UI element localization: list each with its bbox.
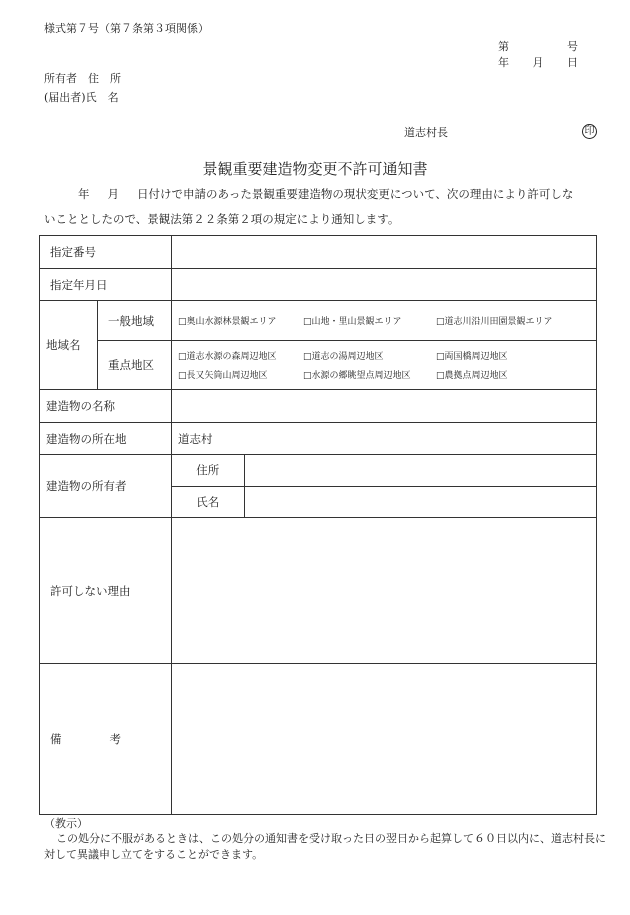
- key-option-6[interactable]: □農拠点周辺地区: [436, 371, 508, 381]
- building-owner-subtable: [172, 455, 597, 518]
- notice-line2: 対して異議申し立てをすることができます。: [44, 848, 264, 861]
- designation-date-field[interactable]: [172, 269, 597, 301]
- designation-date-label: 指定年月日: [40, 269, 172, 301]
- key-area-options: [172, 341, 597, 390]
- general-option-1[interactable]: □奥山水源林景観エリア: [178, 317, 277, 327]
- key-option-3[interactable]: □両国橋周辺地区: [436, 352, 508, 362]
- date-day: 日: [567, 56, 578, 69]
- issue-date: [498, 54, 578, 70]
- owner-name-field[interactable]: [244, 486, 596, 517]
- key-area-label: 重点地区: [98, 341, 172, 390]
- building-name-label: 建造物の名称: [40, 390, 172, 423]
- notice-line1: この処分に不服があるときは、この処分の通知書を受け取った日の翌日から起算して６０日以内に、道志村長に: [56, 832, 606, 845]
- issuer-mayor: 道志村長: [404, 126, 448, 139]
- filer-name-label: (届出者)氏 名: [44, 91, 119, 104]
- general-area-options: [172, 301, 597, 341]
- body-text-line1: [44, 186, 573, 202]
- notice-heading: （教示）: [44, 817, 88, 830]
- remarks-char-2: 考: [109, 732, 121, 746]
- general-option-2[interactable]: □山地・里山景観エリア: [303, 317, 402, 327]
- general-option-3[interactable]: □道志川沿川田園景観エリア: [436, 317, 553, 327]
- body-line1-rest: 日付けで申請のあった景観重要建造物の現状変更について、次の理由により許可しな: [137, 187, 574, 201]
- general-area-label: 一般地域: [98, 301, 172, 341]
- designation-number-label: 指定番号: [40, 236, 172, 269]
- document-number: [498, 38, 578, 54]
- number-suffix: 号: [567, 40, 578, 53]
- key-option-4[interactable]: □長又矢筒山周辺地区: [178, 371, 268, 381]
- body-month: 月: [107, 187, 119, 201]
- seal-icon: 印: [582, 124, 597, 139]
- document-title: 景観重要建造物変更不許可通知書: [202, 160, 428, 178]
- designation-number-field[interactable]: [172, 236, 597, 269]
- number-prefix: 第: [498, 40, 509, 53]
- details-table: [39, 235, 597, 815]
- owner-address-label-cell: 住所: [172, 455, 244, 486]
- date-month: 月: [532, 56, 544, 69]
- remarks-label: [40, 664, 172, 815]
- remarks-field[interactable]: [172, 664, 597, 815]
- building-owner-label: 建造物の所有者: [40, 455, 172, 518]
- key-option-1[interactable]: □道志水源の森周辺地区: [178, 352, 277, 362]
- form-number-label: 様式第７号（第７条第３項関係）: [44, 22, 209, 35]
- building-name-field[interactable]: [172, 390, 597, 423]
- remarks-char-1: 備: [50, 732, 62, 746]
- reason-label: 許可しない理由: [40, 518, 172, 664]
- reason-field[interactable]: [172, 518, 597, 664]
- key-option-5[interactable]: □水源の郷眺望点周辺地区: [303, 371, 411, 381]
- body-year: 年: [78, 187, 90, 201]
- building-location-field[interactable]: 道志村: [172, 423, 597, 455]
- building-location-label: 建造物の所在地: [40, 423, 172, 455]
- area-name-label: 地域名: [40, 301, 98, 390]
- key-option-2[interactable]: □道志の湯周辺地区: [303, 352, 384, 362]
- owner-name-label-cell: 氏名: [172, 486, 244, 517]
- owner-address-field[interactable]: [244, 455, 596, 486]
- date-year: 年: [498, 56, 509, 69]
- body-text-line2: いこととしたので、景観法第２２条第２項の規定により通知します。: [44, 212, 400, 226]
- owner-address-label: 所有者 住 所: [44, 72, 121, 85]
